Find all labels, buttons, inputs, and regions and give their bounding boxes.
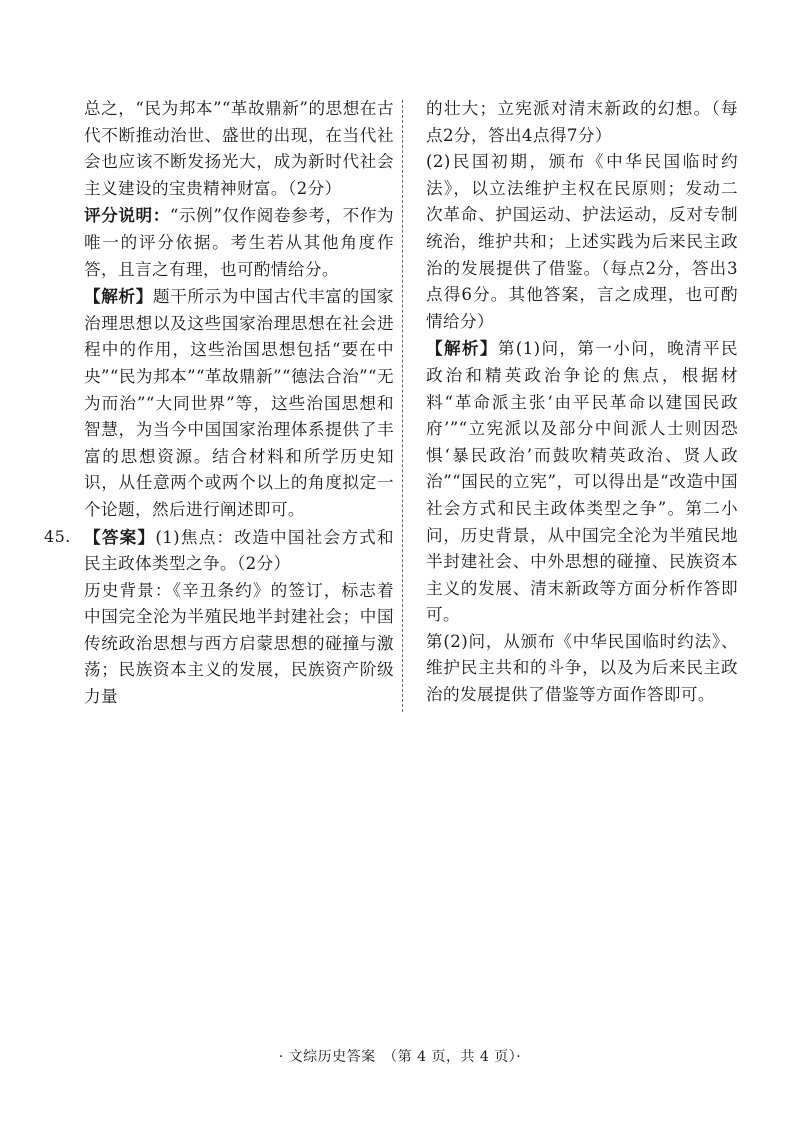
conclusion-paragraph: 总之，“民为邦本”“革故鼎新”的思想在古代不断推动治世、盛世的出现，在当代社会也应该不断发扬光大，成为新时代社会主义建设的宝贵精神财富。（2分）	[84, 99, 394, 198]
answer-text: (1)焦点：改造中国社会方式和民主政体类型之争。（2分）	[84, 527, 394, 574]
analysis-label: 【解析】	[84, 286, 153, 307]
analysis-label: 【解析】	[426, 338, 498, 359]
question-number: 45.	[44, 526, 71, 546]
analysis-part-2: 第(2)问，从颁布《中华民国临时约法》、维护民主共和的斗争，以及为后来民主政治的发展提供了借鉴等方面作答即可。	[426, 631, 738, 705]
answer-part-2: (2)民国初期，颁布《中华民国临时约法》，以立法维护主权在民原则；发动二次革命、护国运动、护法运动，反对专制统治，维护共和；上述实践为后来民主政治的发展提供了借鉴。（每点2分，答出3点得6分。其他答案，言之成理，也可酌情给分）	[426, 152, 738, 331]
scoring-label: 评分说明：	[84, 205, 170, 226]
scoring-text: “示例”仅作阅卷参考，不作为唯一的评分依据。考生若从其他角度作答，且言之有理，也可酌情给分。	[84, 206, 395, 279]
column-divider	[402, 100, 403, 712]
right-column	[426, 96, 738, 709]
analysis-text: 题干所示为中国古代丰富的国家治理思想以及这些国家治理思想在社会进程中的作用，这些治国思想包括“要在中央”“民为邦本”“革故鼎新”“德法合治”“无为而治”“大同世界”等，这些治国思想和智慧，为当今中国国家治理体系提供了丰富的思想资源。结合材料和所学历史知识，从任意两个或两个以上的角度拟定一个论题，然后进行阐述即可。	[84, 287, 394, 519]
analysis-text: 第(1)问，第一小问，晚清平民政治和精英政治争论的焦点，根据材料“革命派主张‘由平民革命以建国民政府’”“立宪派以及部分中间派人士则因恐惧‘暴民政治’而鼓吹精英政治、贤人政治”“国民的立宪”，可以得出是“改造中国社会方式和民主政体类型之争”。第二小问，历史背景，从中国完全沦为半殖民地半封建社会、中外思想的碰撞、民族资本主义的发展、清末新政等方面分析作答即可。	[426, 339, 738, 625]
left-column	[44, 96, 395, 711]
question-45-answer	[44, 524, 394, 578]
answer-label: 【答案】	[84, 526, 156, 547]
scoring-note	[84, 202, 394, 283]
analysis-paragraph-q45	[426, 335, 738, 629]
background-continued: 的壮大；立宪派对清末新政的幻想。（每点2分，答出4点得7分）	[426, 99, 738, 145]
historical-background: 历史背景：《辛丑条约》的签订，标志着中国完全沦为半殖民地半封建社会；中国传统政治思想与西方启蒙思想的碰撞与激荡；民族资本主义的发展，民族资产阶级力量	[84, 580, 394, 707]
analysis-paragraph	[84, 283, 394, 523]
page-footer: · 文综历史答案 （第 4 页，共 4 页）·	[278, 1049, 522, 1065]
